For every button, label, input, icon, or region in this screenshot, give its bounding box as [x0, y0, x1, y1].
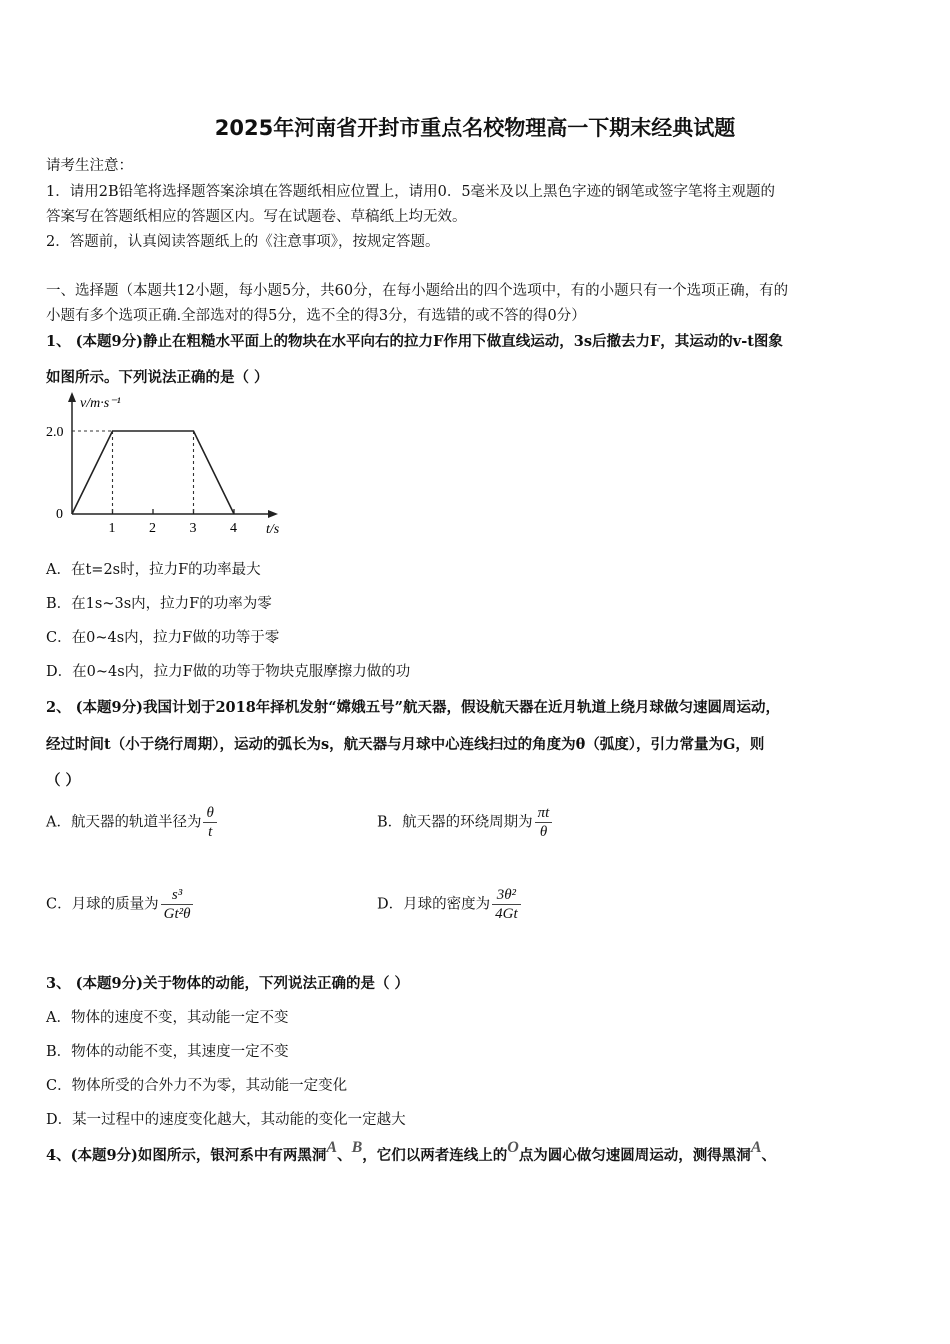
fraction	[535, 804, 553, 841]
fraction-numerator: s³	[161, 886, 194, 905]
q2-option-a-text: A．航天器的轨道半径为	[46, 814, 202, 831]
vt-graph	[44, 390, 294, 540]
q3-option-d: D．某一过程中的速度变化越大，其动能的变化一定越大	[46, 1112, 406, 1128]
fraction	[492, 886, 521, 923]
q2-stem-line-1: 2、 (本题9分)我国计划于2018年择机发射“嫦娥五号”航天器，假设航天器在近月轨道上绕月球做匀速圆周运动，	[46, 699, 780, 716]
x-tick-label: 1	[108, 521, 116, 536]
q1-stem-line-2: 如图所示。下列说法正确的是（ ）	[46, 369, 269, 386]
fraction-denominator: t	[208, 824, 213, 840]
q4-text-3: 点为圆心做匀速圆周运动，测得黑洞	[518, 1147, 751, 1164]
q2-option-b-text: B．航天器的环绕周期为	[377, 814, 533, 831]
notice-heading: 请考生注意：	[46, 158, 133, 174]
x-axis-label: t/s	[266, 522, 280, 537]
x-axis-arrow	[268, 510, 278, 518]
fraction-denominator: Gt²θ	[163, 906, 191, 922]
q4-symbol-a: A	[326, 1139, 338, 1156]
q4-separator: 、	[337, 1147, 352, 1164]
q2-option-d	[377, 886, 521, 923]
q2-stem-line-2: 经过时间t（小于绕行周期），运动的弧长为s，航天器与月球中心连线扫过的角度为θ（弧度），引力常量为G，则	[46, 736, 765, 753]
y-tick-label: 2.0	[46, 425, 64, 440]
q1-option-a: A．在t=2s时，拉力F的功率最大	[46, 562, 261, 578]
q2-option-b	[377, 804, 552, 841]
q4-symbol-b: B	[351, 1139, 363, 1156]
y-axis-label: v/m·s⁻¹	[80, 396, 121, 411]
q2-option-c-text: C．月球的质量为	[46, 896, 159, 913]
fraction	[203, 804, 216, 841]
q1-option-c: C．在0~4s内，拉力F做的功等于零	[46, 630, 280, 646]
x-tick-label: 3	[189, 521, 197, 536]
velocity-series-line	[72, 431, 234, 514]
page-title: 2025年河南省开封市重点名校物理高一下期末经典试题	[214, 116, 736, 140]
section-intro-line-1: 一、选择题（本题共12小题，每小题5分，共60分，在每小题给出的四个选项中，有的小题只有一个选项正确，有的	[46, 283, 789, 299]
q2-option-a	[46, 804, 217, 841]
q4-stem	[46, 1139, 776, 1165]
q1-stem-line-1: 1、 (本题9分)静止在粗糙水平面上的物块在水平向右的拉力F作用下做直线运动，3s后撤去力F，其运动的v-t图象	[46, 333, 783, 350]
fraction-numerator: 3θ²	[492, 886, 521, 905]
section-intro-line-2: 小题有多个选项正确.全部选对的得5分，选不全的得3分，有选错的或不答的得0分）	[46, 308, 586, 324]
q4-text-2: ，它们以两者连线上的	[362, 1147, 508, 1164]
q1-option-d: D．在0~4s内，拉力F做的功等于物块克服摩擦力做的功	[46, 664, 411, 680]
notice-line-2: 2．答题前，认真阅读答题纸上的《注意事项》，按规定答题。	[46, 234, 440, 250]
fraction-numerator: θ	[203, 804, 216, 823]
q1-option-b: B．在1s~3s内，拉力F的功率为零	[46, 596, 272, 612]
q3-option-a: A．物体的速度不变，其动能一定不变	[46, 1010, 289, 1026]
notice-line-1b: 答案写在答题纸相应的答题区内。写在试题卷、草稿纸上均无效。	[46, 209, 467, 225]
q2-stem-line-3: （ ）	[46, 772, 81, 789]
q3-option-c: C．物体所受的合外力不为零，其动能一定变化	[46, 1078, 348, 1094]
q4-symbol-a-2: A	[750, 1139, 762, 1156]
q4-text-4: 、	[761, 1147, 776, 1164]
fraction-denominator: θ	[539, 824, 548, 840]
q2-option-d-text: D．月球的密度为	[377, 896, 491, 913]
fraction-denominator: 4Gt	[495, 906, 518, 922]
origin-label: 0	[56, 507, 63, 522]
notice-line-1a: 1．请用2B铅笔将选择题答案涂填在答题纸相应位置上，请用0．5毫米及以上黑色字迹的钢笔或签字笔将主观题的	[46, 184, 776, 200]
q4-symbol-o: O	[507, 1139, 519, 1156]
q2-option-c	[46, 886, 193, 923]
y-axis-arrow	[68, 392, 76, 402]
fraction	[161, 886, 194, 923]
fraction-numerator: πt	[535, 804, 553, 823]
q3-stem: 3、 (本题9分)关于物体的动能，下列说法正确的是（ ）	[46, 975, 409, 992]
q4-text-1: 4、(本题9分)如图所示，银河系中有两黑洞	[46, 1147, 327, 1164]
x-tick-label: 2	[149, 521, 156, 536]
x-tick-label: 4	[230, 521, 237, 536]
q3-option-b: B．物体的动能不变，其速度一定不变	[46, 1044, 289, 1060]
